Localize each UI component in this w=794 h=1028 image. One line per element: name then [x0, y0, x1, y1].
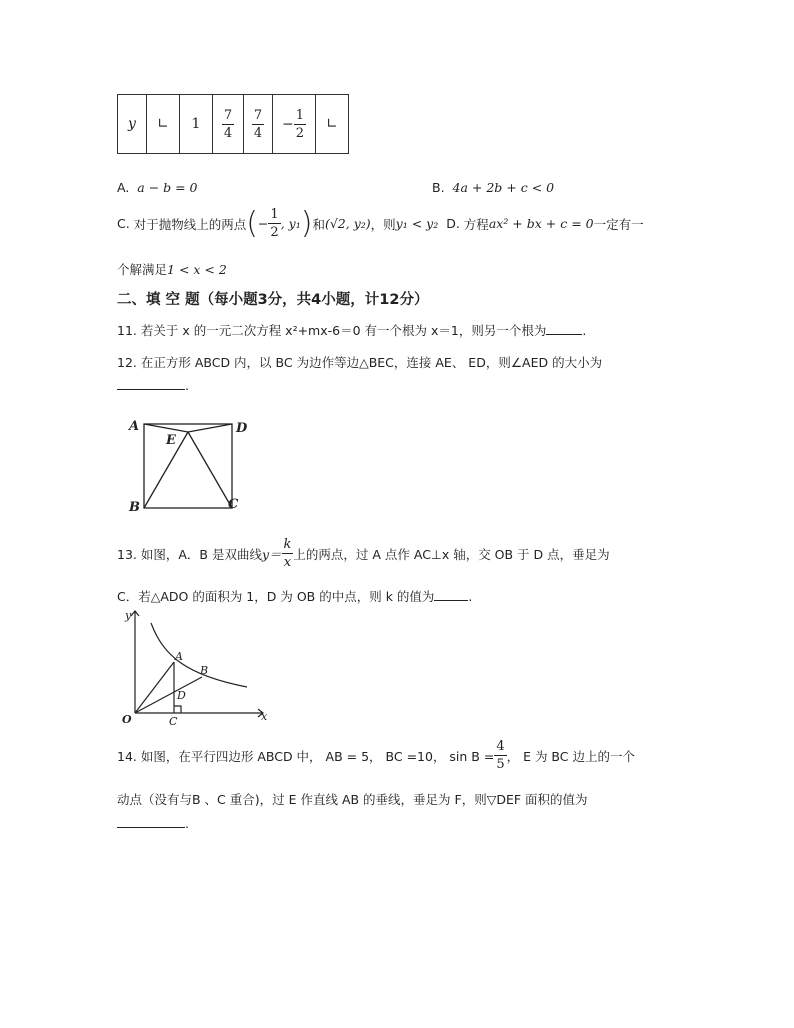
square-abcd	[144, 424, 232, 508]
option-a-expr: a − b = 0	[137, 180, 198, 195]
value-table	[117, 94, 349, 154]
label-b: B	[129, 500, 140, 515]
sin-fraction: $\frac{4}{5}$	[496, 739, 505, 772]
section-title: 二、填 空 题（每小题3分，共4小题，计12分）	[117, 292, 429, 308]
option-d-continued: 个解满足1 < x < 2	[117, 262, 227, 277]
option-b-expr: 4a + 2b + c < 0	[452, 180, 555, 195]
label-c: C	[169, 715, 178, 727]
table-row	[118, 95, 349, 154]
question-12	[117, 353, 602, 371]
question-12-answer: .	[117, 378, 189, 393]
question-13-text: 13. 如图，A．B 是双曲线	[117, 546, 262, 562]
table-row-label: y	[118, 95, 147, 154]
option-d-range: 1 < x < 2	[167, 262, 227, 277]
answer-blank[interactable]	[434, 600, 468, 601]
hyperbola-curve	[151, 623, 247, 687]
question-14: 14. 如图，在平行四边形 ABCD 中， AB = 5， BC =10， sin B = $\frac{4}{5}$ ， E 为 BC 边上的一个	[117, 739, 635, 772]
hyperbola-figure	[115, 605, 280, 727]
option-c-point2: (√2, y₂)	[324, 216, 371, 231]
answer-blank[interactable]	[546, 334, 582, 335]
segment-ob	[135, 677, 202, 713]
table-cell: ∟	[147, 95, 180, 154]
answer-blank[interactable]	[117, 389, 185, 390]
label-e: E	[166, 433, 176, 448]
square-figure	[120, 410, 250, 520]
table-cell: $\frac{7}{4}$	[244, 95, 273, 154]
option-c-text: 对于抛物线上的两点	[133, 216, 247, 232]
segment-oa	[135, 662, 174, 713]
answer-blank[interactable]	[117, 827, 185, 828]
segment-ce	[188, 432, 232, 508]
table-cell: − $\frac{1}{2}$	[273, 95, 316, 154]
question-14-line2: 动点（没有与B 、C 重合)，过 E 作直线 AB 的垂线，垂足为 F，则▽DEF 面积的值为	[117, 792, 588, 807]
question-11-text: 11. 若关于 x 的一元二次方程 x²+mx-6＝0 有一个根为 x＝1，则另一个根为	[117, 323, 547, 338]
segment-de	[188, 424, 232, 432]
right-angle-mark	[174, 706, 181, 713]
label-d: D	[177, 689, 186, 702]
question-12-text: 12. 在正方形 ABCD 内，以 BC 为边作等边△BEC，连接 AE、 ED，则∠AED 的大小为	[117, 355, 603, 370]
question-13: 13. 如图，A．B 是双曲线 y＝ $\frac{k}{x}$ 上的两点，过 A 点作 AC⊥x 轴，交 OB 于 D 点，垂足为	[117, 537, 610, 570]
label-x-axis: x	[261, 710, 268, 723]
option-c-label: C.	[117, 216, 130, 231]
label-a: A	[175, 650, 183, 663]
label-b: B	[200, 664, 209, 677]
option-a-label: A.	[117, 180, 130, 195]
option-d-label: D.	[446, 216, 460, 231]
segment-ae	[144, 424, 188, 432]
label-c: C	[228, 497, 239, 512]
question-13-line2: C．若△ADO 的面积为 1，D 为 OB 的中点，则 k 的值为 .	[117, 589, 473, 604]
option-b	[432, 180, 554, 195]
table-cell: $\frac{7}{4}$	[213, 95, 244, 154]
label-o: O	[122, 713, 132, 726]
question-14-answer: .	[117, 816, 189, 831]
option-b-label: B.	[432, 180, 445, 195]
option-a	[117, 180, 198, 195]
option-c-d: C. 对于抛物线上的两点 ( − $\frac{1}{2}$ , y₁ ) 和 (√2, y₂) ，则 y₁ < y₂ D. 方程 ax² + bx + c = 0 一定有一	[117, 205, 644, 241]
table-cell: ∟	[316, 95, 349, 154]
hyperbola-fraction: $\frac{k}{x}$	[283, 537, 292, 570]
option-c-inequality: y₁ < y₂	[395, 216, 439, 231]
table-cell: 1	[180, 95, 213, 154]
label-d: D	[236, 421, 248, 436]
question-14-text: 14. 如图，在平行四边形 ABCD 中， AB = 5， BC =10， sin B =	[117, 748, 495, 764]
option-d-expr: ax² + bx + c = 0	[488, 216, 594, 231]
label-a: A	[129, 419, 140, 434]
question-11: 11. 若关于 x 的一元二次方程 x²+mx-6＝0 有一个根为 x＝1，则另一个根为 .	[117, 323, 587, 338]
label-y-axis: y	[125, 609, 132, 622]
